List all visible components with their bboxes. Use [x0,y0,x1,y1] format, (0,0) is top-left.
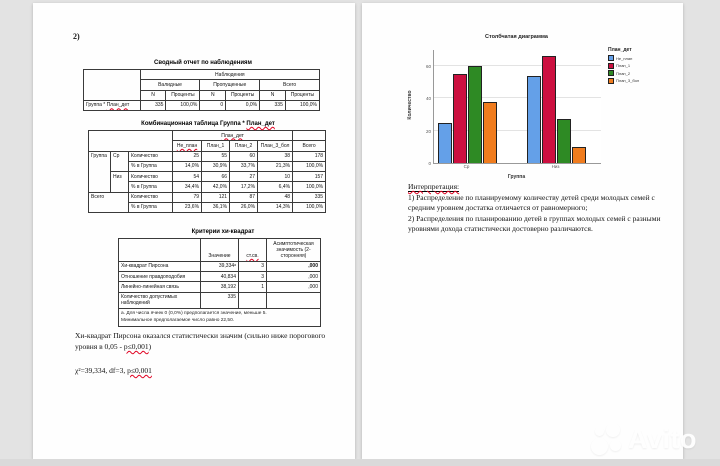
table-row [119,282,321,292]
cell: 335 [201,292,239,309]
header-observations: Наблюдения [140,70,319,80]
legend-swatch [608,78,614,84]
cell: 38 [258,151,293,161]
legend-entry [608,70,639,76]
cell: 1 [239,282,267,292]
watermark-logo-circle [610,440,621,451]
chi-square-formula: χ²=39,334, df=3, p≤0,001 [75,366,152,375]
cell: 21,3% [258,161,293,171]
bar-Не_план-Ср [438,123,452,163]
cell: 79 [173,192,202,202]
cell: 17,2% [230,182,258,192]
avito-watermark [591,423,711,463]
cell: 23,6% [173,202,202,212]
cell: 39,334ᵃ [201,261,239,271]
chart-x-ticks [433,164,600,172]
cell: 30,9% [202,161,230,171]
cell: 27 [230,172,258,182]
header-value: Значение [201,239,239,262]
spellcheck-word: План_дет [246,121,275,127]
spellcheck-word: p≤0,001 [127,366,152,375]
header-col-total: Всего [293,141,326,151]
cell [239,292,267,309]
x-tick-label: Низ [551,164,560,169]
cell: 14,0% [173,161,202,171]
bar-План_2-Низ [557,119,571,163]
chi-square-block [118,229,328,327]
footnote-line: a. Для числа ячеек 0 (0,0%) предполагается значение, меньше 5. [121,310,267,316]
document-page-right [362,3,683,459]
table-row [119,272,321,282]
cell: 42,0% [202,182,230,192]
header-total: Всего [260,80,320,90]
legend-label: План_1 [616,63,631,68]
table-row [89,151,326,161]
cell: 33,7% [230,161,258,171]
bar-group-Низ [527,50,586,163]
bar-План_2-Ср [468,66,482,163]
cell: 100,0% [293,161,326,171]
cell: 14,3% [258,202,293,212]
bar-План_3_бол-Ср [483,102,497,163]
watermark-logo-circle [595,427,604,436]
legend-swatch [608,63,614,69]
stat-label: Количество [129,151,173,161]
table-footnote [119,309,321,327]
empty-cell [293,131,326,141]
bar-План_1-Ср [453,74,467,163]
cell: 10 [258,172,293,182]
cell: 36,1% [202,202,230,212]
cell: 26,0% [230,202,258,212]
cell: 3 [239,272,267,282]
cell: 100,0% [166,100,200,110]
cell: ,000 [267,261,321,271]
stat-label: % в Группа [129,161,173,171]
y-tick-label: 40 [425,96,431,102]
header-plan-det: План_дет [173,131,293,141]
cell: 38,192 [201,282,239,292]
legend-label: Не_план [616,55,633,61]
cell: 178 [293,151,326,161]
bar-Не_план-Низ [527,76,541,163]
cell: ,000 [267,272,321,282]
y-tick-label: 60 [425,64,431,70]
cell: 48 [258,192,293,202]
cell: 100,0% [293,202,326,212]
watermark-brand-text: Avito [628,424,697,454]
row-label: Группа * План_дет [84,100,141,110]
x-tick-label: Ср [463,164,470,169]
header-col: План_1 [202,141,230,151]
cell: 100,0% [293,182,326,192]
legend-label: План_3_бол [616,78,640,83]
y-tick-label: 20 [425,128,431,134]
cell: 157 [293,172,326,182]
chi-square-table [118,238,321,327]
chart-x-axis-label: Группа [507,174,526,180]
page-item-number: 2) [73,32,80,41]
row-total: Всего [89,192,129,213]
empty-cell [89,131,173,152]
legend-entry [608,55,639,61]
chart-y-axis-label: Количество [407,90,413,120]
legend-swatch [608,55,614,61]
cell: 335 [293,192,326,202]
cell [267,292,321,309]
bar-План_1-Низ [542,56,556,163]
spellcheck-word: p≤0,001 [123,342,149,351]
header-df: ст.св. [239,239,267,262]
header-n: N [140,90,166,100]
cell: ,000 [267,282,321,292]
empty-cell [84,70,141,101]
table-row [89,172,326,182]
interpretation-item: 2) Распределения по планированию детей в группах молодых семей с разными уровнями дохода статистически достоверно различаются. [408,213,661,233]
cell: 6,4% [258,182,293,192]
stat-name: Линейно-линейная связь [119,282,201,292]
header-pct: Проценты [285,90,319,100]
header-col: План_3_бол [258,141,293,151]
cell: 87 [230,192,258,202]
cell: 0 [200,100,226,110]
cell: 100,0% [285,100,319,110]
interpretation-block [408,182,670,235]
cell: 335 [140,100,166,110]
case-summary-title: Сводный отчет по наблюдениям [154,60,252,66]
cell: 121 [202,192,230,202]
legend-swatch [608,70,614,76]
chart-legend [608,47,639,85]
footnote-line: Минимальное предполагаемое число равно 22,50. [121,318,235,324]
watermark-logo-circle [591,438,608,455]
stat-name: Количество допустимых наблюдений [119,292,201,309]
stat-label: % в Группа [129,202,173,212]
empty-cell [119,239,201,262]
table-row [89,192,326,202]
cell: 25 [173,151,202,161]
cell: 34,4% [173,182,202,192]
cell: 335 [260,100,286,110]
cell: 3 [239,261,267,271]
row-group: Группа [89,151,111,192]
case-summary-block [83,60,323,111]
header-col: План_2 [230,141,258,151]
table-row [119,261,321,271]
table-row [119,292,321,309]
header-pct: Проценты [166,90,200,100]
crosstab-table [88,130,326,213]
header-missing: Пропущенные [200,80,260,90]
document-page-left [33,3,355,459]
stat-label: Количество [129,172,173,182]
conclusion-paragraph: Хи-квадрат Пирсона оказался статистически значим (сильно ниже порогового уровня в 0,05 - p≤0,001) [75,331,326,351]
chart-plot [425,50,601,166]
header-sig: Асимптотическая значимость (2-сторонняя) [267,239,321,262]
chi-square-title: Критерии хи-квадрат [191,229,255,235]
header-valid: Валидные [140,80,200,90]
row-subgroup: Ср [111,151,129,172]
interpretation-title: Интерпретация: [408,182,460,191]
cell: 40,834 [201,272,239,282]
cell: 55 [202,151,230,161]
stat-name: Хи-квадрат Пирсона [119,261,201,271]
cell: 54 [173,172,202,182]
cell: 66 [202,172,230,182]
stat-label: % в Группа [129,182,173,192]
legend-entry [608,63,639,69]
bar-group-Ср [438,50,497,163]
table-row [84,100,320,110]
row-subgroup: Низ [111,172,129,193]
crosstab-title: Комбинационная таблица Группа * План_дет [141,121,275,127]
bar-chart [362,3,683,193]
header-n: N [260,90,286,100]
header-pct: Проценты [226,90,260,100]
crosstab-block [88,121,328,213]
spellcheck-word: План_дет [106,102,130,109]
interpretation-item: 1) Распределение по планируемому количеству детей среди молодых семей с средним уровнем достатка отличается от равномерного; [408,192,655,212]
chart-title: Столбчатая диаграмма [484,34,548,40]
cell: 0,0% [226,100,260,110]
cell: 60 [230,151,258,161]
legend-label: План_2 [616,70,631,76]
legend-entry [608,78,639,84]
header-n: N [200,90,226,100]
bar-План_3_бол-Низ [572,147,586,163]
watermark-logo-circle [606,423,620,437]
y-tick-label: 0 [428,161,431,166]
chart-legend-title: План_дет [608,47,632,53]
stat-label: Количество [129,192,173,202]
case-summary-table [83,69,320,111]
header-col: Не_план [173,141,202,151]
stat-name: Отношение правдоподобия [119,272,201,282]
chart-legend-entries [608,55,639,84]
